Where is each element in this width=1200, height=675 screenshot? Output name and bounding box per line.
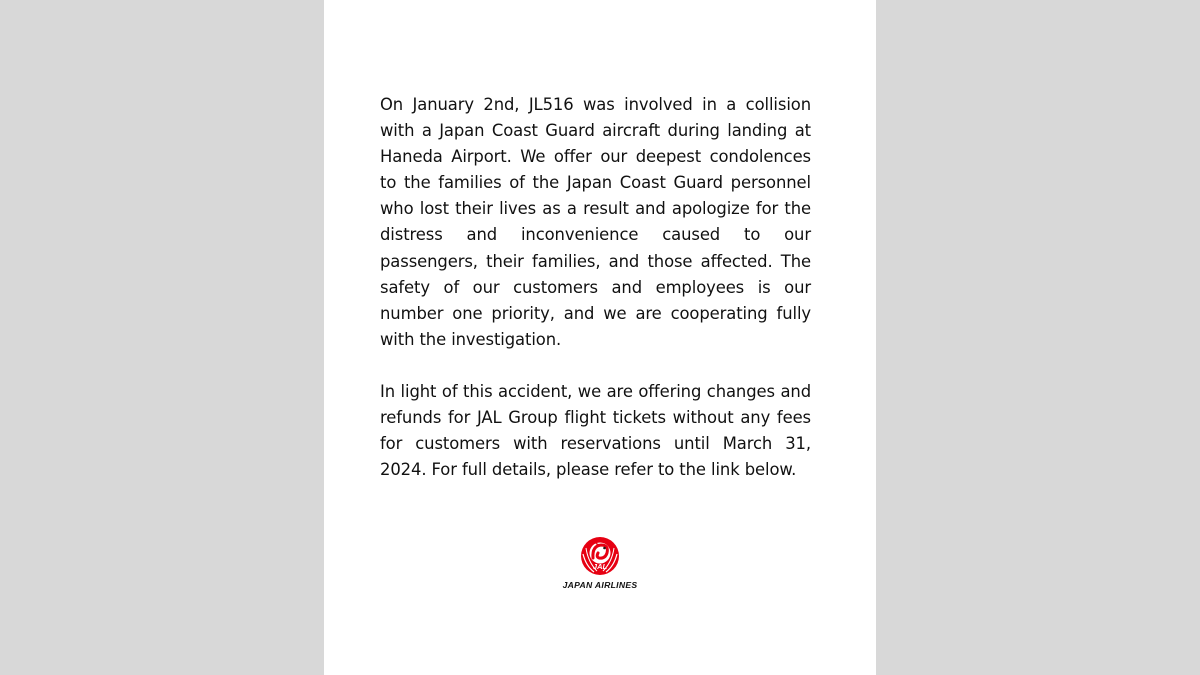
jal-tsurumaru-crane-icon bbox=[580, 536, 620, 578]
statement-body bbox=[380, 92, 811, 483]
jal-logo bbox=[548, 536, 652, 596]
statement-paragraph: On January 2nd, JL516 was involved in a collision with a Japan Coast Guard aircraft during landing at Haneda Airport. We offer our deepest condolences to the families of the Japan Coast Guard personnel who lost their lives as a result and apologize for the distress and inconvenience caused to our passengers, their families, and those affected. The safety of our customers and employees is our number one priority, and we are cooperating fully with the investigation. bbox=[380, 95, 811, 349]
statement-page bbox=[324, 0, 876, 675]
logo-mark-text: JAL bbox=[592, 562, 608, 571]
logo-wordmark: JAPAN AIRLINES bbox=[562, 580, 638, 590]
statement-paragraph: In light of this accident, we are offering changes and refunds for JAL Group flight tickets without any fees for customers with reservations until March 31, 2024. For full details, please refer to the link below. bbox=[380, 381, 811, 480]
